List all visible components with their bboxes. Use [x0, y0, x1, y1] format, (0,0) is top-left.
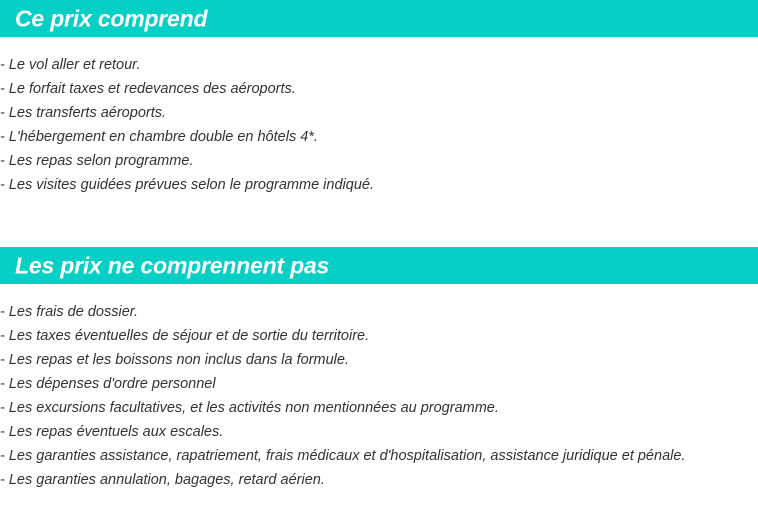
- list-item: - Le forfait taxes et redevances des aéroports.: [0, 81, 296, 97]
- list-item: - Les garanties assistance, rapatriement, frais médicaux et d'hospitalisation, assistance juridique et pénale.: [0, 448, 686, 464]
- excludes-list: [0, 300, 685, 492]
- list-item: - Les dépenses d'ordre personnel: [0, 376, 216, 392]
- list-item: - Les garanties annulation, bagages, retard aérien.: [0, 472, 325, 488]
- list-item: - L'hébergement en chambre double en hôtels 4*.: [0, 129, 318, 145]
- list-item: - Les repas éventuels aux escales.: [0, 424, 224, 440]
- list-item: - Les repas selon programme.: [0, 153, 194, 169]
- list-item: - Les repas et les boissons non inclus dans la formule.: [0, 352, 349, 368]
- excludes-section-title: Les prix ne comprennent pas: [15, 252, 330, 278]
- includes-section-title: Ce prix comprend: [15, 5, 208, 31]
- includes-section-header: [0, 0, 758, 37]
- excludes-section-header: [0, 247, 758, 284]
- includes-list: [0, 53, 374, 197]
- list-item: - Les frais de dossier.: [0, 304, 139, 320]
- list-item: - Les excursions facultatives, et les activités non mentionnées au programme.: [0, 400, 499, 416]
- list-item: - Le vol aller et retour.: [0, 57, 141, 73]
- list-item: - Les visites guidées prévues selon le programme indiqué.: [0, 177, 374, 193]
- list-item: - Les taxes éventuelles de séjour et de sortie du territoire.: [0, 328, 370, 344]
- list-item: - Les transferts aéroports.: [0, 105, 167, 121]
